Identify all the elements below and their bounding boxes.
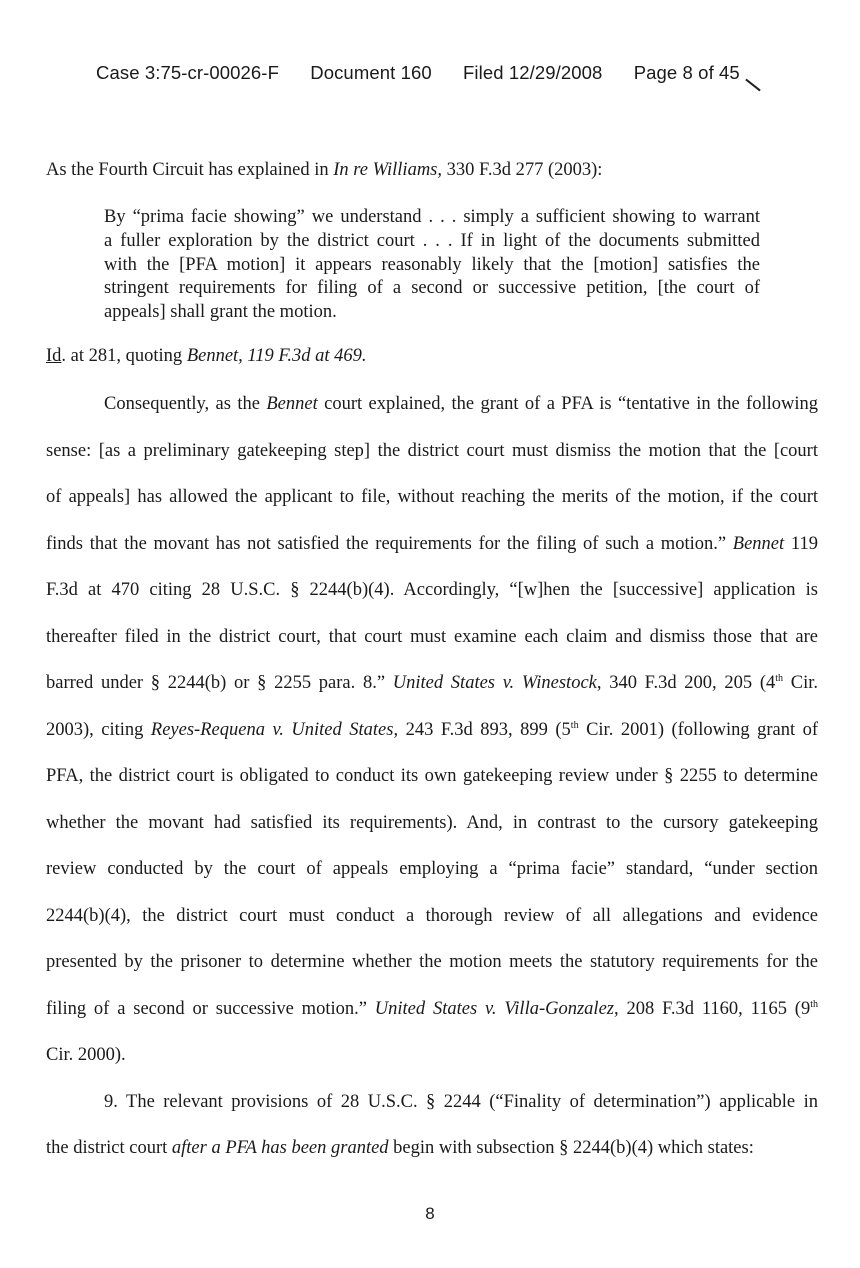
body-line-8 (46, 720, 818, 741)
body-line-9: PFA, the district court is obligated to conduct its own gatekeeping review under § 2255 to determine (46, 766, 818, 786)
body-line-2: sense: [as a preliminary gatekeeping step] the district court must dismiss the motion that the [court (46, 441, 818, 461)
text: 2003), citing (46, 720, 151, 740)
citation-line (46, 346, 366, 367)
text: court explained, the grant of a PFA is “tentative in the following (317, 394, 818, 414)
filed-date: Filed 12/29/2008 (463, 62, 603, 83)
body-line-3: of appeals] has allowed the applicant to file, without reaching the merits of the motion, if the court (46, 487, 818, 507)
body-line-1 (104, 394, 818, 415)
case-name: Bennet (266, 394, 318, 414)
case-number: Case 3:75-cr-00026-F (96, 62, 279, 83)
ordinal-suffix: th (570, 719, 579, 731)
quote-line: with the [PFA motion] it appears reasonably likely that the [motion] satisfies the (104, 254, 760, 275)
intro-paragraph (46, 160, 602, 181)
id-cite: Id (46, 346, 62, 366)
body-line-6: thereafter filed in the district court, that court must examine each claim and dismiss those that are (46, 627, 818, 647)
document-number: Document 160 (310, 62, 432, 83)
filing-header (96, 62, 740, 84)
ordinal-suffix: th (775, 672, 784, 684)
case-name: United States v. Winestock (392, 673, 597, 693)
text: finds that the movant has not satisfied the requirements for the filing of such a motion.” (46, 534, 733, 554)
case-name: United States v. Villa-Gonzalez (374, 999, 614, 1019)
citation-source: Bennet, 119 F.3d at 469. (186, 346, 367, 366)
text: begin with subsection § 2244(b)(4) which states: (388, 1138, 754, 1158)
text: , 243 F.3d 893, 899 (5 (393, 720, 571, 740)
pen-mark (745, 79, 760, 92)
body-line-7 (46, 673, 818, 694)
body-line-15: Cir. 2000). (46, 1045, 126, 1065)
text: Consequently, as the (104, 394, 267, 414)
body-line-10: whether the movant had satisfied its requirements). And, in contrast to the cursory gatekeeping (46, 813, 818, 833)
body-line-12: 2244(b)(4), the district court must conduct a thorough review of all allegations and evidence (46, 906, 818, 926)
text: Cir. (783, 673, 818, 693)
text: 119 (784, 534, 818, 554)
paragraph-9-line-1: 9. The relevant provisions of 28 U.S.C. § 2244 (“Finality of determination”) applicable in (104, 1092, 818, 1112)
quote-line: stringent requirements for filing of a second or successive petition, [the court of (104, 278, 760, 299)
intro-citation: , 330 F.3d 277 (2003): (437, 160, 603, 180)
case-name: Bennet (732, 534, 785, 554)
body-line-13: presented by the prisoner to determine whether the motion meets the statutory requirements for the (46, 952, 818, 972)
body-line-4 (46, 534, 818, 555)
paragraph-9-line-2 (46, 1138, 818, 1159)
body-line-14 (46, 999, 818, 1020)
intro-text: As the Fourth Circuit has explained in (46, 160, 334, 180)
text: filing of a second or successive motion.” (46, 999, 375, 1019)
text: the district court (46, 1138, 172, 1158)
page-count: Page 8 of 45 (633, 62, 740, 83)
quote-line: appeals] shall grant the motion. (104, 302, 337, 323)
text: barred under § 2244(b) or § 2255 para. 8.” (46, 673, 393, 693)
text: Cir. 2001) (following grant of (578, 720, 819, 740)
page-number: 8 (425, 1204, 435, 1223)
body-line-11: review conducted by the court of appeals employing a “prima facie” standard, “under section (46, 859, 818, 879)
body-line-5: F.3d at 470 citing 28 U.S.C. § 2244(b)(4). Accordingly, “[w]hen the [successive] application is (46, 580, 818, 600)
ordinal-suffix: th (810, 998, 818, 1010)
case-name: Reyes-Requena v. United States (150, 720, 394, 740)
text: , 208 F.3d 1160, 1165 (9 (613, 999, 811, 1019)
case-name: In re Williams (333, 160, 438, 180)
block-quote (104, 206, 760, 325)
text: , 340 F.3d 200, 205 (4 (596, 673, 776, 693)
quote-line: a fuller exploration by the district court . . . If in light of the documents submitted (104, 230, 760, 251)
citation-text: . at 281, quoting (61, 346, 187, 366)
quote-line: By “prima facie showing” we understand . . . simply a sufficient showing to warrant (104, 207, 760, 227)
emphasis: after a PFA has been granted (171, 1138, 389, 1158)
